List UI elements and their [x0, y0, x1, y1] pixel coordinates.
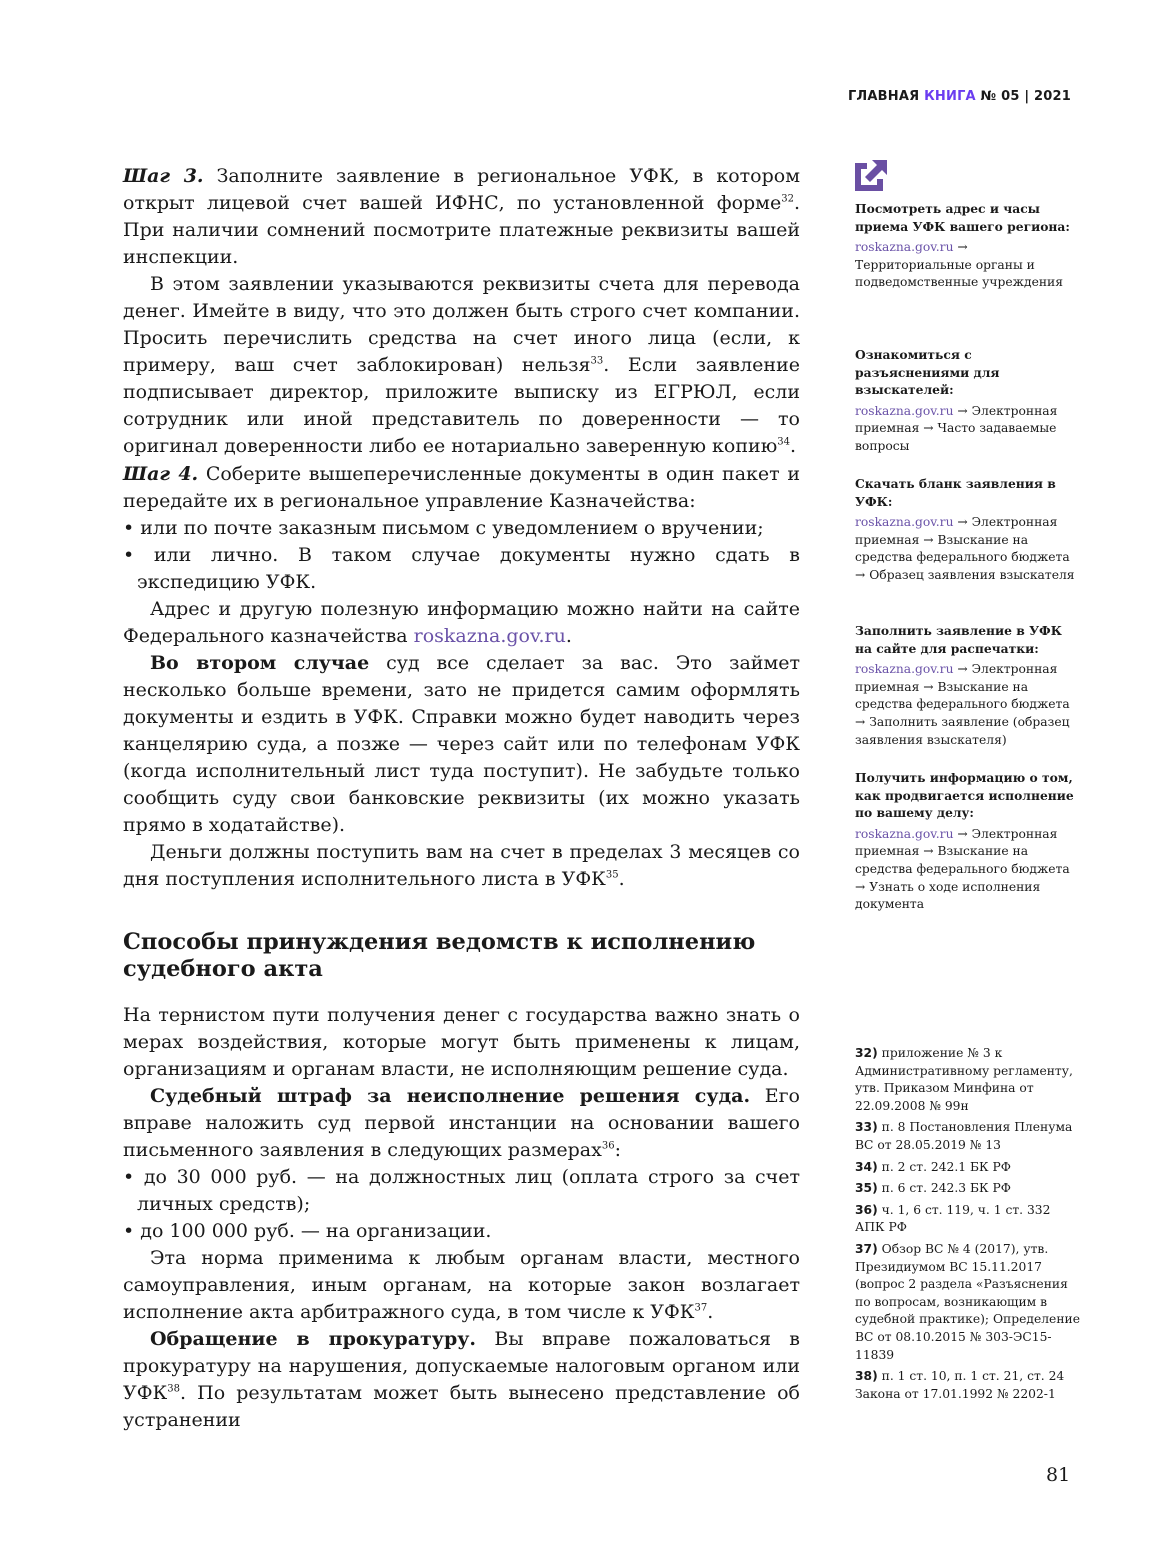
text: . При наличии сомнений посмотрите платежные реквизиты вашей инспекции.: [123, 192, 800, 268]
issue-number: № 05 | 2021: [980, 89, 1071, 104]
sidebar-tip: [855, 346, 1075, 456]
navigation-path: → Электронная приемная → Взыскание на средства федерального бюджета → Заполнить заявление (образец заявления взыскателя): [855, 662, 1070, 747]
footnote-text: п. 1 ст. 10, п. 1 ст. 21, ст. 24 Закона от 17.01.1992 № 2202-1: [855, 1369, 1065, 1401]
text: .: [789, 435, 797, 457]
bullet-item: [123, 515, 800, 542]
text: • до 30 000 руб. — на должностных лиц (оплата строго за счет личных средств);: [123, 1166, 800, 1215]
tip-title: Посмотреть адрес и часы приема УФК вашего региона:: [855, 201, 1070, 234]
text: суд все сделает за вас. Это займет несколько больше времени, зато не придется самим оформлять документы и ездить в УФК. Справки можно будет наводить через канцелярию суда, а позже — через сайт или по телефонам УФК (когда исполнительный лист туда поступит). Не забудьте только сообщить суду свои банковские реквизиты (их можно указать прямо в ходатайстве).: [123, 652, 800, 836]
footnote-ref: 37: [694, 1302, 708, 1314]
text: .: [618, 868, 625, 890]
page-number: 81: [1046, 1464, 1071, 1486]
text: Соберите вышеперечисленные документы в один пакет и передайте их в региональное управление Казначейства:: [123, 463, 800, 512]
footnote: [855, 1202, 1080, 1237]
website-link[interactable]: roskazna.gov.ru: [855, 826, 954, 841]
paragraph: [123, 1245, 800, 1326]
text: Заполните заявление в региональное УФК, в котором открыт лицевой счет вашей ИФНС, по установленной форме: [123, 165, 800, 214]
sidebar-tip: [855, 769, 1075, 914]
footnote-ref: 36: [601, 1140, 615, 1152]
footnote-ref: 33: [590, 355, 604, 367]
text: :: [614, 1139, 621, 1161]
running-header: [848, 89, 1071, 104]
text: В этом заявлении указываются реквизиты счета для перевода денег. Имейте в виду, что это должен быть строго счет компании. Просить перечислить средства на счет иного лица (если, к примеру, ваш счет заблокирован) нельзя: [123, 273, 800, 376]
footnote-ref: 34: [777, 436, 790, 448]
emphasis: Шаг 4.: [123, 463, 199, 485]
sidebar-tip: [855, 200, 1075, 292]
tip-path: [855, 514, 1075, 584]
external-link-icon: [855, 157, 889, 191]
paragraph: [123, 271, 800, 460]
tip-title: Получить информацию о том, как продвигается исполнение по вашему делу:: [855, 770, 1074, 821]
footnote-text: ч. 1, 6 ст. 119, ч. 1 ст. 332 АПК РФ: [855, 1202, 1051, 1235]
website-link[interactable]: roskazna.gov.ru: [855, 240, 954, 255]
text: Деньги должны поступить вам на счет в пределах 3 месяцев со дня поступления исполнительного листа в УФК: [123, 841, 800, 890]
text: • или лично. В таком случае документы нужно сдать в экспедицию УФК.: [123, 544, 800, 593]
body-section-enforcement: [123, 1002, 800, 1434]
paragraph: [123, 461, 800, 515]
sidebar-tip: [855, 622, 1075, 749]
tip-path: [855, 661, 1075, 749]
footnote-number: 35): [855, 1181, 878, 1196]
paragraph: [123, 1002, 800, 1083]
emphasis: Судебный штраф за неисполнение решения суда.: [150, 1085, 751, 1107]
footnote-number: 38): [855, 1369, 878, 1384]
sidebar-tip: [855, 475, 1075, 585]
paragraph: [123, 163, 800, 271]
text: Адрес и другую полезную информацию можно найти на сайте Федерального казначейства: [123, 598, 800, 647]
tip-title: Ознакомиться с разъяснениями для взыскателей:: [855, 347, 1000, 398]
text: .: [565, 625, 572, 647]
body-section-steps: [123, 163, 800, 460]
footnote-text: п. 8 Постановления Пленума ВС от 28.05.2019 № 13: [855, 1120, 1073, 1152]
text: .: [707, 1301, 714, 1323]
text: Его вправе наложить суд первой инстанции на основании вашего письменного заявления в следующих размерах: [123, 1085, 800, 1161]
brand-name-accent: КНИГА: [924, 89, 976, 104]
text: Вы вправе пожаловаться в прокуратуру на нарушения, допускаемые налоговым органом или УФК: [123, 1328, 800, 1404]
navigation-path: → Территориальные органы и подведомственные учреждения: [855, 240, 1063, 290]
text: • или по почте заказным письмом с уведомлением о вручении;: [123, 517, 764, 539]
website-link[interactable]: roskazna.gov.ru: [855, 515, 954, 530]
footnote: [855, 1159, 1080, 1177]
bullet-item: [123, 1164, 800, 1218]
tip-path: [855, 239, 1075, 292]
footnote-ref: 35: [605, 869, 619, 881]
tip-title: Скачать бланк заявления в УФК:: [855, 476, 1056, 509]
paragraph: [123, 650, 800, 839]
text: . По результатам может быть вынесено представление об устранении: [123, 1382, 800, 1431]
website-link[interactable]: roskazna.gov.ru: [855, 403, 954, 418]
tip-path: [855, 826, 1075, 914]
emphasis: Шаг 3.: [123, 165, 204, 187]
footnote: [855, 1241, 1080, 1364]
footnote: [855, 1368, 1080, 1403]
navigation-path: → Электронная приемная → Взыскание на средства федерального бюджета → Узнать о ходе исполнения документа: [855, 826, 1070, 912]
text: . Если заявление подписывает директор, приложите выписку из ЕГРЮЛ, если сотрудник или иной представитель по доверенности — то оригинал доверенности либо ее нотариально заверенную копию: [123, 354, 801, 457]
emphasis: Обращение в прокуратуру.: [150, 1328, 476, 1350]
emphasis: Во втором случае: [150, 652, 370, 674]
paragraph: [123, 596, 800, 650]
footnote-text: п. 6 ст. 242.3 БК РФ: [877, 1181, 1011, 1196]
footnote-number: 33): [855, 1120, 878, 1135]
website-link[interactable]: roskazna.gov.ru: [413, 625, 566, 647]
tip-title: Заполнить заявление в УФК на сайте для распечатки:: [855, 623, 1062, 656]
footnote-number: 37): [855, 1241, 878, 1256]
paragraph: [123, 1083, 800, 1164]
footnotes: [855, 1045, 1080, 1407]
footnote-text: Обзор ВС № 4 (2017), утв. Президиумом ВС 15.11.2017 (вопрос 2 раздела «Разъяснения по вопросам, возникающим в судебной практике); Определение ВС от 08.10.2015 № 303-ЭС15-11839: [855, 1241, 1081, 1362]
website-link[interactable]: roskazna.gov.ru: [855, 662, 954, 677]
footnote-ref: 32: [781, 193, 794, 205]
footnote-number: 34): [855, 1159, 878, 1174]
footnote-text: п. 2 ст. 242.1 БК РФ: [877, 1159, 1011, 1174]
footnote-text: приложение № 3 к Административному регламенту, утв. Приказом Минфина от 22.09.2008 № 99н: [855, 1046, 1073, 1113]
footnote-ref: 38: [167, 1383, 180, 1395]
navigation-path: → Электронная приемная → Взыскание на средства федерального бюджета → Образец заявления взыскателя: [855, 515, 1075, 582]
text: • до 100 000 руб. — на организации.: [123, 1220, 492, 1242]
text: На тернистом пути получения денег с государства важно знать о мерах воздействия, которые могут быть применены к лицам, организациям и органам власти, не исполняющим решение суда.: [123, 1004, 800, 1080]
paragraph: [123, 1326, 800, 1434]
section-heading: Способы принуждения ведомств к исполнению судебного акта: [123, 929, 756, 982]
footnote: [855, 1045, 1080, 1115]
footnote: [855, 1180, 1080, 1198]
bullet-item: [123, 1218, 800, 1245]
paragraph: [123, 839, 800, 893]
text: Эта норма применима к любым органам власти, местного самоуправления, иным органам, на которые закон возлагает исполнение акта арбитражного суда, в том числе к УФК: [123, 1247, 800, 1323]
footnote-number: 32): [855, 1046, 878, 1060]
footnote-number: 36): [855, 1202, 878, 1217]
tip-path: [855, 403, 1075, 456]
bullet-item: [123, 542, 800, 596]
brand-name: ГЛАВНАЯ: [847, 89, 920, 104]
navigation-path: → Электронная приемная → Часто задаваемые вопросы: [855, 403, 1058, 453]
footnote: [855, 1119, 1080, 1154]
body-section-step4: [123, 461, 800, 893]
